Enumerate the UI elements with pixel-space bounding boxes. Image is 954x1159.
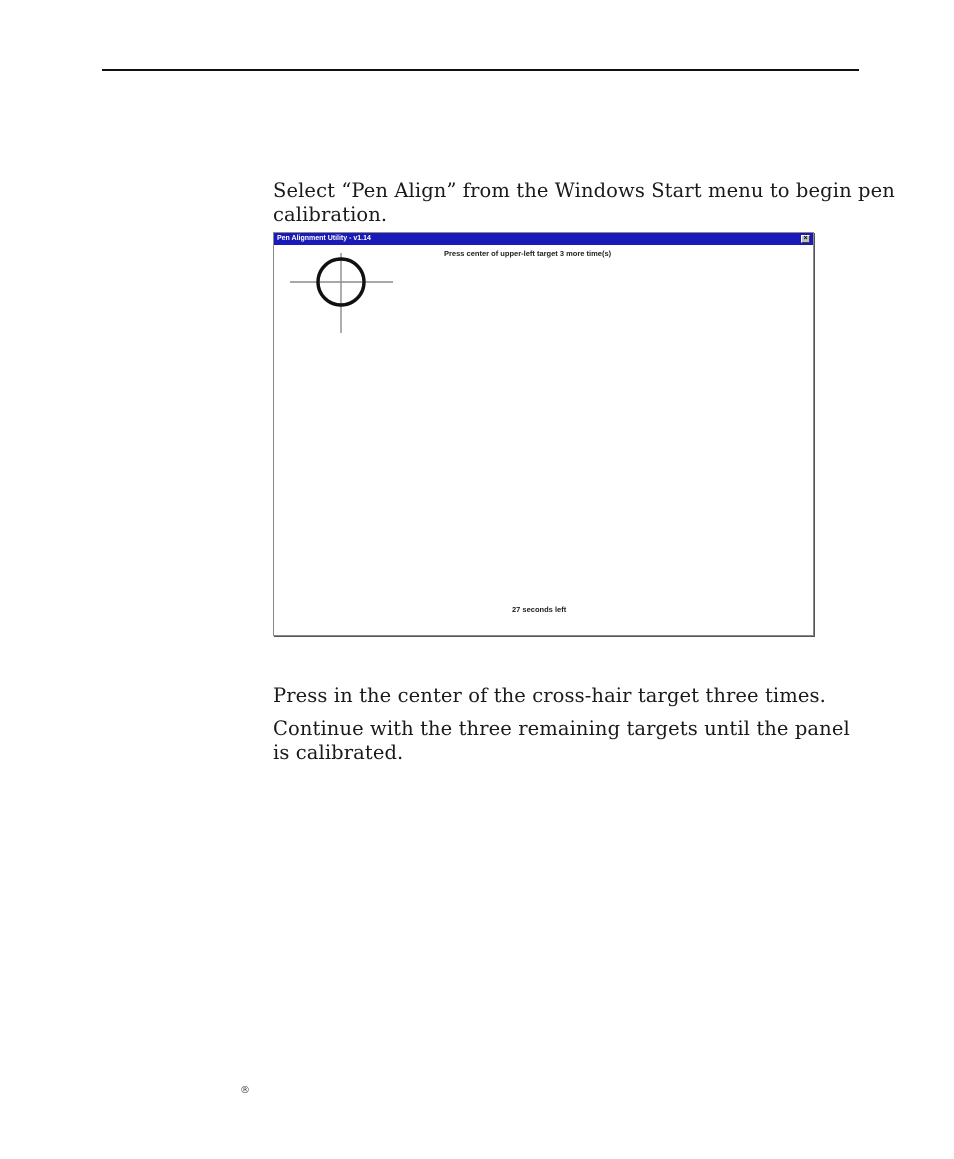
crosshair-circle-icon[interactable] [290,253,393,333]
intro-paragraph [273,179,895,227]
close-icon: × [803,235,808,242]
step-1-text: Press in the center of the cross‑hair target three times. [273,684,826,707]
step-2-line-1: Continue with the three remaining targets until the panel [273,717,850,740]
window-titlebar [274,233,813,245]
step-1-paragraph [273,684,826,708]
step-2-line-2: is calibrated. [273,741,404,764]
registered-mark: ® [240,1085,250,1096]
step-2-paragraph [273,717,850,765]
close-button[interactable] [801,235,810,243]
intro-line-1: Select “Pen Align” from the Windows Start menu to begin pen [273,179,895,202]
intro-line-2: calibration. [273,203,388,226]
header-rule [102,69,859,71]
window-title: Pen Alignment Utility - v1.14 [277,235,371,242]
countdown-timer: 27 seconds left [512,605,567,614]
calibration-instruction: Press center of upper-left target 3 more time(s) [444,249,612,258]
pen-alignment-window [273,232,814,636]
